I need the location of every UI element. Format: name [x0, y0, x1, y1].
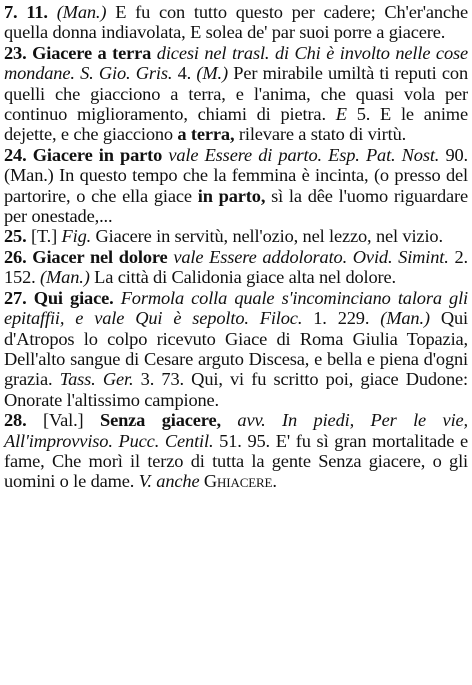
- entry-text: 51. 95. E' fu sì gran mortalitade e fame, Che morì il terzo di tutta la gente Senza giacere, o gli uomini o le dame.: [4, 430, 468, 492]
- entry-number: 26.: [4, 246, 27, 267]
- editor-mark: [Val.]: [26, 410, 84, 431]
- entry-text: Qui d'Atropos lo colpo ricevuto Giace di Roma Giulia Topazia, Dell'alto sangue di Cesare arguto Discesa, e bella e piena d'ogni grazia.: [4, 308, 468, 390]
- editor-mark: [T.]: [26, 226, 58, 247]
- citation-ref: 2. 152.: [4, 246, 468, 288]
- entry-definition: Formola colla quale s'incominciano talora gli epitaffii, e vale Qui è sepolto. Filoc.: [4, 287, 468, 329]
- emphasized-phrase: a terra,: [172, 124, 235, 145]
- entry-lemma: Giacer nel dolore: [26, 246, 168, 267]
- entry-lemma: Giacere a terra: [26, 42, 152, 63]
- entry-text: La città di Calidonia giace alta nel dolore.: [89, 267, 396, 288]
- entry-28: [4, 410, 468, 492]
- entry-7-11: [4, 2, 468, 43]
- entry-definition: vale Essere di parto. Esp. Pat. Nost.: [162, 144, 440, 165]
- entry-text: 3. 73. Qui, vi fu scritto poi, giace Dudone: Onorate l'altissimo campione.: [4, 369, 468, 410]
- source-abbrev: Tass. Ger.: [52, 369, 134, 390]
- entry-definition: dicesi nel trasl. di Chi è involto nelle cose mondane. S. Gio. Gris.: [4, 42, 469, 84]
- entry-lemma: Qui giace.: [26, 287, 114, 308]
- entry-24: [4, 145, 468, 227]
- source-abbrev: (M.): [191, 63, 228, 84]
- cross-reference-label: V. anche: [134, 471, 200, 492]
- entry-number: 28.: [4, 410, 27, 431]
- citation-ref: 1. 229.: [302, 308, 370, 329]
- entry-number: 25.: [4, 226, 27, 247]
- entry-number: 23.: [4, 42, 27, 63]
- source-abbrev: (Man.): [369, 308, 430, 329]
- entry-lemma: Senza giacere,: [83, 410, 221, 431]
- entry-26: [4, 247, 468, 288]
- source-abbrev: E: [325, 104, 347, 125]
- entry-text: Per mirabile umiltà ti reputi con quelli che giacciono a terra, e l'anima, che quasi vola per continuo miglioramento, chiami di pietra.: [4, 63, 468, 125]
- source-abbrev: (Man.): [35, 267, 90, 288]
- entry-number: 7. 11.: [4, 2, 48, 22]
- entry-25: [4, 226, 468, 246]
- entry-text: rilevare a stato di virtù.: [234, 124, 407, 145]
- entry-text: Giacere in servitù, nell'ozio, nel lezzo, nel vizio.: [91, 226, 443, 247]
- citation-ref: 4.: [172, 63, 192, 84]
- entry-definition: avv. In piedi, Per le vie, All'improvviso. Pucc. Centil.: [4, 410, 468, 451]
- entry-text: E fu con tutto questo per cadere; Ch'er'anche quella donna indiavolata, E solea de' par suoi porre a giacere.: [4, 2, 468, 43]
- entry-text: sì la dêe l'uomo riguardare per onestade,...: [4, 185, 468, 227]
- entry-definition: vale Essere addolorato. Ovid. Simint.: [167, 246, 449, 267]
- cross-reference-term: Ghiacere.: [199, 471, 277, 492]
- entry-lemma: Giacere in parto: [26, 144, 163, 165]
- entry-23: [4, 43, 468, 145]
- entry-number: 24.: [4, 144, 27, 165]
- entry-text: 5. E le anime dejette, e che giacciono: [4, 104, 468, 145]
- entry-number: 27.: [4, 287, 27, 308]
- entry-text: 90. (Man.) In questo tempo che la femmina è incinta, (o presso del partorire, o che ella giace: [4, 144, 468, 206]
- usage-label: Fig.: [57, 226, 92, 247]
- source-abbrev: (Man.): [47, 2, 107, 22]
- entry-27: [4, 288, 468, 410]
- emphasized-phrase: in parto,: [191, 185, 266, 206]
